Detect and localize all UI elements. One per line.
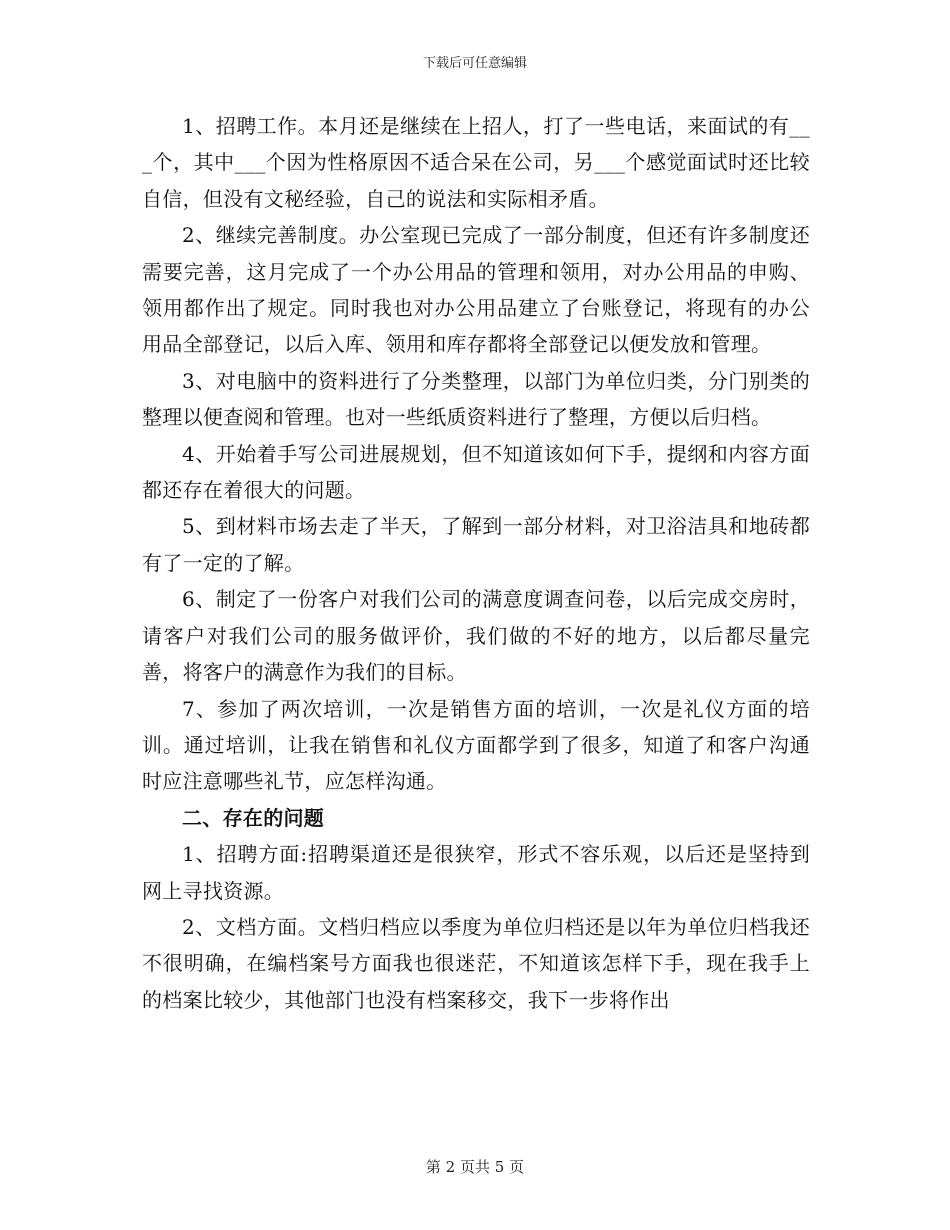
paragraph-problem-recruitment: 1、招聘方面:招聘渠道还是很狭窄，形式不容乐观，以后还是坚持到网上寻找资源。 <box>142 842 810 903</box>
section-heading-problems: 二、存在的问题 <box>182 805 325 830</box>
document-body <box>142 108 810 1018</box>
paragraph-file-organization: 3、对电脑中的资料进行了分类整理，以部门为单位归类，分门别类的整理以便查阅和管理。也对一些纸质资料进行了整理，方便以后归档。 <box>142 368 810 430</box>
page-header: 下载后可任意编辑 <box>422 56 527 71</box>
page-footer: 第 2 页共 5 页 <box>425 1158 525 1176</box>
paragraph-problem-documents: 2、文档方面。文档归档应以季度为单位归档还是以年为单位归档我还不很明确，在编档案号方面我也很迷茫，不知道该怎样下手，现在我手上的档案比较少，其他部门也没有档案移交，我下一步将作出 <box>142 914 810 1012</box>
paragraph-system-improvement: 2、继续完善制度。办公室现已完成了一部分制度，但还有许多制度还需要完善，这月完成了一个办公用品的管理和领用，对办公用品的申购、领用都作出了规定。同时我也对办公用品建立了台账登记，将现有的办公用品全部登记，以后入库、领用和库存都将全部登记以便发放和管理。 <box>142 223 810 357</box>
paragraph-satisfaction-survey: 6、制定了一份客户对我们公司的满意度调查问卷，以后完成交房时，请客户对我们公司的服务做评价，我们做的不好的地方，以后都尽量完善，将客户的满意作为我们的目标。 <box>142 587 810 685</box>
paragraph-training: 7、参加了两次培训，一次是销售方面的培训，一次是礼仪方面的培训。通过培训，让我在销售和礼仪方面都学到了很多，知道了和客户沟通时应注意哪些礼节，应怎样沟通。 <box>142 696 810 794</box>
paragraph-development-plan: 4、开始着手写公司进展规划，但不知道该如何下手，提纲和内容方面都还存在着很大的问题。 <box>142 441 810 503</box>
paragraph-material-market: 5、到材料市场去走了半天，了解到一部分材料，对卫浴洁具和地砖都有了一定的了解。 <box>142 514 810 575</box>
paragraph-recruitment: 1、招聘工作。本月还是继续在上招人，打了一些电话，来面试的有___个，其中___个因为性格原因不适合呆在公司，另___个感觉面试时还比较自信，但没有文秘经验，自己的说法和实际相矛盾。 <box>142 114 810 211</box>
